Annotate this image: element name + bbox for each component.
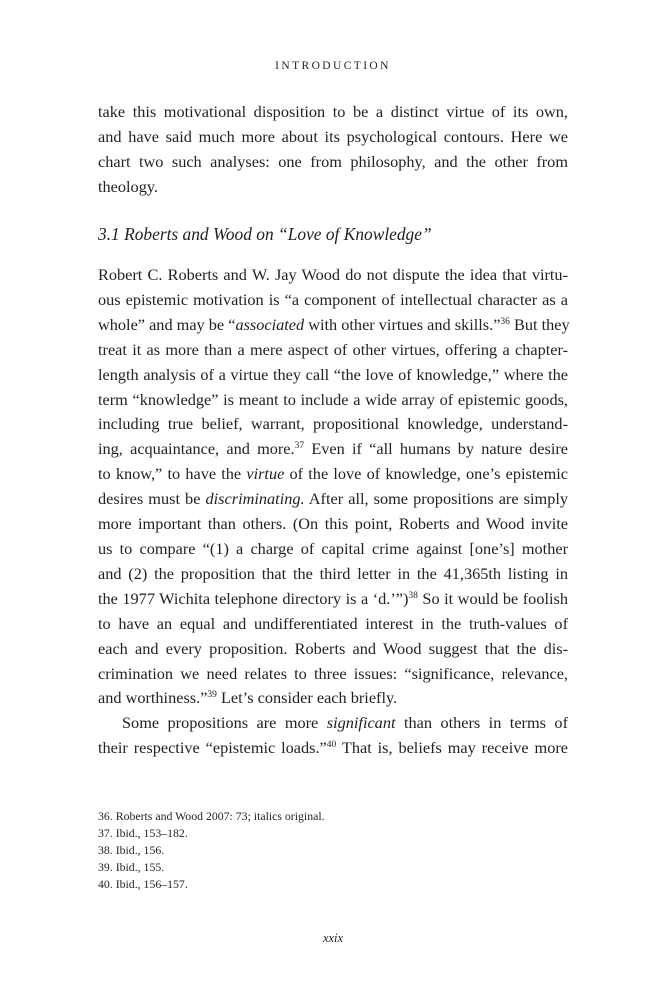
section-heading: 3.1 Roberts and Wood on “Love of Knowledge” <box>98 224 432 244</box>
text-line: the 1977 Wichita telephone directory is a ‘d.’”)$^{38}$ So it would be foolish <box>98 588 568 608</box>
text-line: their respective “epistemic loads.”$^{40}$ That is, beliefs may receive more <box>98 737 568 757</box>
text-line: chart two such analyses: one from philosophy, and the other from <box>98 151 568 171</box>
text-line: term “knowledge” is meant to include a wide array of epistemic goods, <box>98 389 568 409</box>
footnote-ref: 38 <box>408 590 418 601</box>
second-paragraph <box>98 711 568 761</box>
intro-paragraph <box>98 100 568 200</box>
footnotes <box>98 808 568 893</box>
text-line: each and every proposition. Roberts and Wood suggest that the dis- <box>98 638 568 658</box>
running-head: INTRODUCTION <box>275 60 391 72</box>
text-line: to have an equal and undifferentiated interest in the truth-values of <box>98 613 568 633</box>
footnote: 39. Ibid., 155. <box>98 860 165 874</box>
text-line: ing, acquaintance, and more.$^{37}$ Even if “all humans by nature desire <box>98 439 569 459</box>
text-line: us to compare “(1) a charge of capital crime against [one’s] mother <box>98 538 568 558</box>
text-line: Robert C. Roberts and W. Jay Wood do not dispute the idea that virtu- <box>98 265 568 284</box>
footnote: 40. Ibid., 156–157. <box>98 877 188 891</box>
footnote-ref: 40 <box>326 739 337 750</box>
text-line: theology. <box>98 176 158 196</box>
footnote-ref: 36 <box>500 316 510 327</box>
footnote: 36. Roberts and Wood 2007: 73; italics original. <box>98 809 325 823</box>
text-line: including true belief, warrant, propositional knowledge, understand- <box>98 414 568 434</box>
emphasis: significant <box>326 713 396 732</box>
text-line: Some propositions are more significant than others in terms of <box>122 713 568 732</box>
text-line: and have said much more about its psychological contours. Here we <box>98 126 568 146</box>
text-line: take this motivational disposition to be a distinct virtue of its own, <box>98 102 568 121</box>
footnote: 37. Ibid., 153–182. <box>98 826 188 840</box>
text-line: and (2) the proposition that the third letter in the 41,365th listing in <box>98 563 568 583</box>
text-line: whole” and may be “associated with other virtues and skills.”$^{36}$ But they <box>98 314 570 334</box>
text-line: length analysis of a virtue they call “the love of knowledge,” where the <box>98 364 568 384</box>
main-paragraph <box>98 263 568 711</box>
text-line: and worthiness.”$^{39}$ Let’s consider each briefly. <box>98 688 398 708</box>
text-line: crimination we need relates to three issues: “significance, relevance, <box>98 663 568 683</box>
footnote-ref: 37 <box>294 441 305 452</box>
emphasis: virtue <box>246 464 285 484</box>
emphasis: associated <box>235 314 305 334</box>
text-line: treat it as more than a mere aspect of other virtues, offering a chapter- <box>98 339 568 359</box>
footnote-ref: 39 <box>207 690 217 701</box>
page-number: xxix <box>322 931 344 945</box>
text-line: to know,” to have the virtue of the love of knowledge, one’s epistemic <box>98 464 568 484</box>
emphasis: discriminating. <box>205 489 305 509</box>
text-line: more important than others. (On this point, Roberts and Wood invite <box>98 514 568 534</box>
text-line: desires must be discriminating. After all, some propositions are simply <box>98 489 568 509</box>
footnote: 38. Ibid., 156. <box>98 843 165 857</box>
text-line: ous epistemic motivation is “a component of intellectual character as a <box>98 289 568 309</box>
